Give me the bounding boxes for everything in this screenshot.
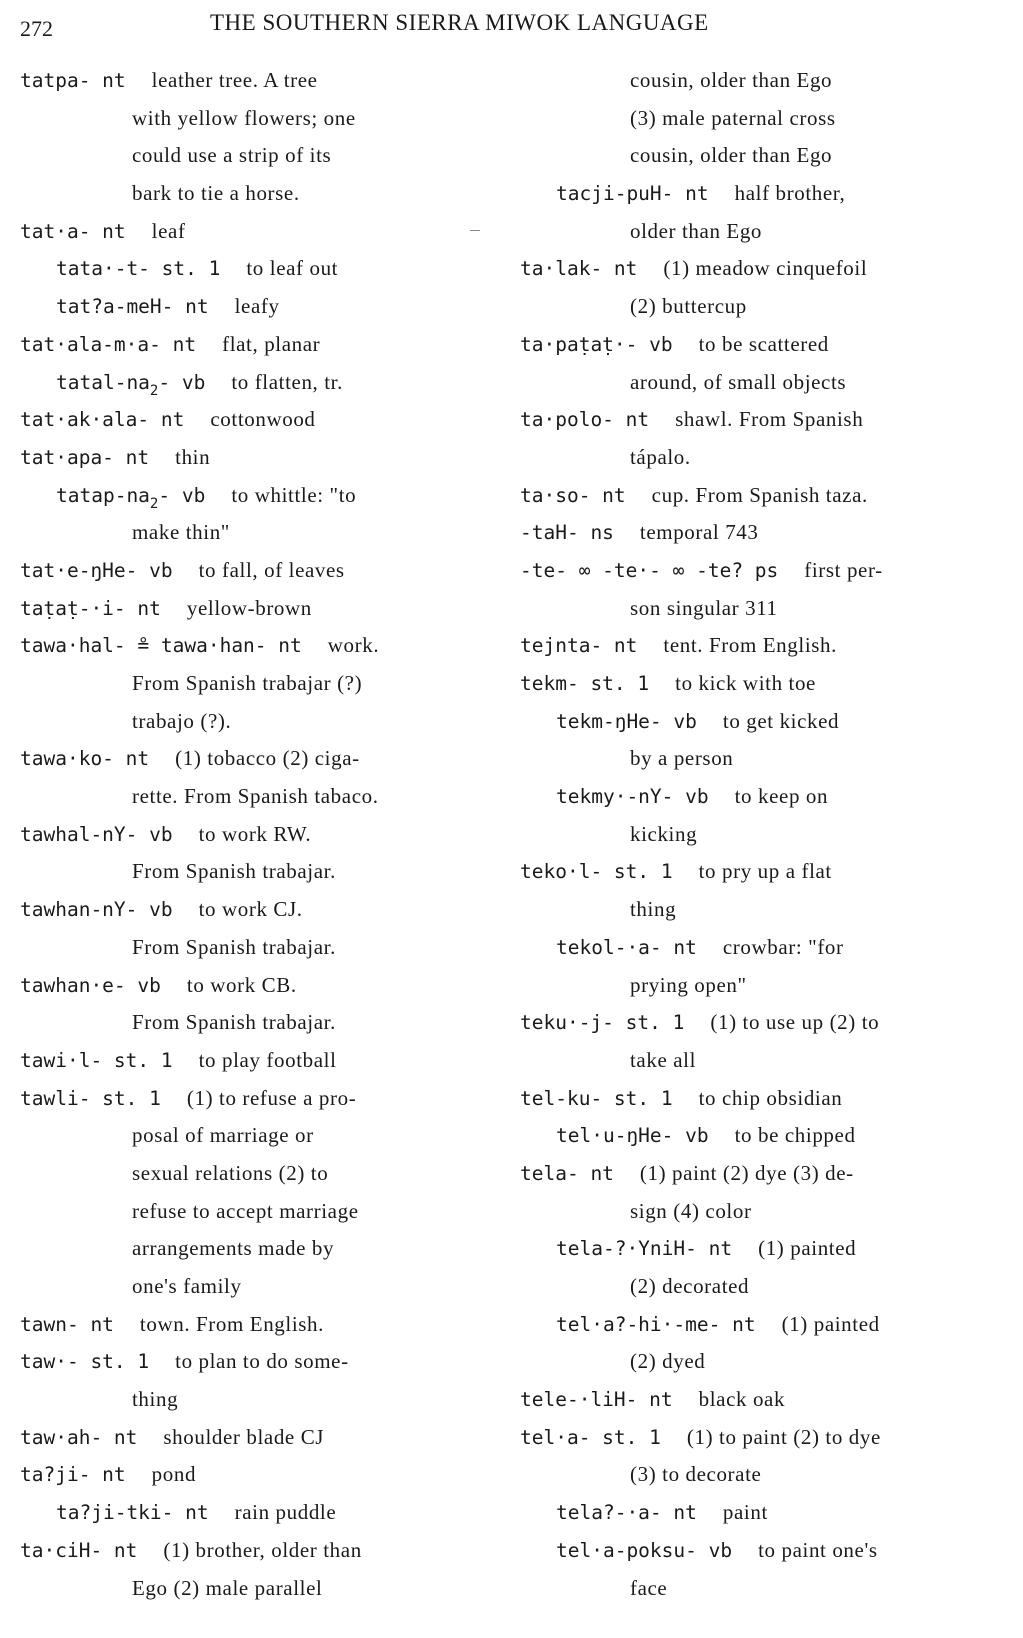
dictionary-line	[20, 552, 500, 590]
definition-text: half brother,	[734, 181, 846, 206]
dictionary-line	[20, 1268, 500, 1306]
dictionary-line	[20, 967, 500, 1005]
dictionary-line	[520, 1381, 1020, 1419]
subscript: 2	[149, 382, 159, 399]
headword: tawi·l- st. 1	[20, 1048, 173, 1072]
page-number: 272	[20, 16, 53, 41]
definition-text: From Spanish trabajar (?)	[132, 671, 363, 695]
definition-text: arrangements made by	[132, 1236, 335, 1261]
dictionary-line	[520, 1042, 1020, 1080]
definition-text: to plan to do some-	[175, 1349, 349, 1374]
headword: tela?-·a- nt	[556, 1501, 697, 1525]
dictionary-line	[520, 665, 1020, 703]
definition-text: sexual relations (2) to	[132, 1160, 329, 1185]
headword: ta?ji- nt	[20, 1463, 126, 1487]
headword: tawhan·e- vb	[20, 973, 161, 997]
dictionary-line	[20, 1494, 500, 1532]
definition-text: bark to tie a horse.	[132, 181, 300, 206]
dictionary-line	[20, 590, 500, 628]
dictionary-line	[520, 740, 1020, 778]
dictionary-line	[520, 1532, 1020, 1570]
dictionary-line	[20, 1155, 500, 1193]
definition-text: sign (4) color	[630, 1198, 752, 1223]
dictionary-line	[20, 1230, 500, 1268]
definition-text: to pry up a flat	[698, 859, 832, 884]
dictionary-line	[520, 1494, 1020, 1532]
headword: tat·e-ŋHe- vb	[20, 558, 173, 582]
definition-text: tent. From English.	[663, 633, 837, 658]
dictionary-line	[20, 1193, 500, 1231]
headword: tawli- st. 1	[20, 1086, 161, 1110]
subscript: 2	[149, 495, 159, 512]
definition-text: to keep on	[734, 784, 829, 809]
dictionary-line	[20, 627, 500, 665]
dictionary-line	[20, 100, 500, 138]
definition-text: (1) paint (2) dye (3) de-	[639, 1160, 854, 1185]
dictionary-line	[20, 213, 500, 251]
definition-text: make thin"	[132, 520, 230, 545]
dictionary-line	[520, 514, 1020, 552]
definition-text: cousin, older than Ego	[630, 143, 833, 168]
definition-text: to whittle: "to	[231, 482, 357, 507]
definition-text: cottonwood	[210, 407, 316, 432]
definition-text: (3) male paternal cross	[630, 105, 836, 130]
dictionary-line	[520, 175, 1020, 213]
dictionary-line	[20, 1042, 500, 1080]
definition-text: to be scattered	[698, 331, 829, 356]
definition-text: (2) buttercup	[630, 294, 747, 319]
dictionary-line	[20, 816, 500, 854]
dictionary-line	[20, 250, 500, 288]
dictionary-line	[20, 364, 500, 402]
definition-text: paint	[722, 1500, 768, 1525]
headword: ta·lak- nt	[520, 257, 638, 281]
dictionary-line	[20, 137, 500, 175]
headword: tat·ala-m·a- nt	[20, 332, 197, 356]
headword: tel-ku- st. 1	[520, 1086, 673, 1110]
headword: tekm- st. 1	[520, 672, 650, 695]
dictionary-line	[20, 514, 500, 552]
definition-text: son singular 311	[630, 595, 778, 620]
headword: teko·l- st. 1	[520, 860, 673, 884]
headword: tel·a?-hi·-me- nt	[556, 1312, 756, 1336]
definition-text: rain puddle	[234, 1500, 337, 1525]
definition-text: (1) meadow cinquefoil	[663, 256, 868, 281]
dictionary-line	[20, 703, 500, 741]
dictionary-line	[20, 740, 500, 778]
headword: ta?ji-tki- nt	[56, 1501, 209, 1525]
dictionary-line	[520, 1268, 1020, 1306]
definition-text: (1) brother, older than	[163, 1537, 362, 1562]
definition-text: shoulder blade CJ	[163, 1424, 325, 1449]
definition-text: (3) to decorate	[630, 1462, 762, 1487]
definition-text: one's family	[132, 1274, 242, 1298]
dictionary-line	[20, 1343, 500, 1381]
headword: tel·u-ŋHe- vb	[556, 1124, 709, 1148]
headword: tekol-·a- nt	[556, 935, 697, 959]
dictionary-line	[520, 1117, 1020, 1155]
definition-text: thing	[630, 897, 677, 922]
definition-text: prying open"	[630, 972, 747, 997]
dictionary-line	[20, 1117, 500, 1155]
headword: tela- nt	[520, 1161, 614, 1185]
definition-text: to leaf out	[246, 256, 339, 281]
definition-text: From Spanish trabajar.	[132, 934, 336, 959]
definition-text: From Spanish trabajar.	[132, 1010, 336, 1035]
dictionary-line	[520, 627, 1020, 665]
definition-text: to play football	[198, 1047, 337, 1072]
dictionary-line	[520, 439, 1020, 477]
headword: tel·a- st. 1	[520, 1425, 661, 1449]
definition-text: (2) dyed	[630, 1349, 706, 1374]
dictionary-line	[20, 1419, 500, 1457]
dictionary-line	[520, 1419, 1020, 1457]
left-column	[20, 62, 500, 1607]
definition-text: trabajo (?).	[132, 708, 232, 733]
page-header	[0, 6, 1023, 42]
definition-text: kicking	[630, 821, 698, 846]
definition-text: face	[630, 1575, 668, 1600]
definition-text: (1) tobacco (2) ciga-	[175, 746, 360, 771]
definition-text: (1) to paint (2) to dye	[686, 1424, 881, 1449]
dictionary-line	[520, 1230, 1020, 1268]
headword: ta·ciH- nt	[20, 1538, 138, 1562]
definition-text: to work RW.	[198, 821, 312, 846]
definition-text: shawl. From Spanish	[675, 407, 864, 432]
dictionary-line	[20, 62, 500, 100]
definition-text: Ego (2) male parallel	[132, 1575, 323, 1600]
definition-text: yellow-brown	[186, 595, 312, 620]
dictionary-line	[20, 439, 500, 477]
definition-text: to paint one's	[758, 1537, 878, 1562]
headword: tacji-puH- nt	[556, 182, 709, 206]
definition-text: From Spanish trabajar.	[132, 859, 336, 884]
dictionary-line	[520, 137, 1020, 175]
headword: ta·so- nt	[520, 483, 626, 507]
definition-text: temporal 743	[639, 520, 759, 545]
definition-text: thing	[132, 1387, 179, 1412]
dictionary-line	[520, 213, 1020, 251]
dictionary-line	[520, 364, 1020, 402]
dictionary-line	[520, 1306, 1020, 1344]
headword: tawhan-nY- vb	[20, 898, 173, 922]
dictionary-line	[520, 853, 1020, 891]
headword: ta·paṭaṭ·- vb	[520, 332, 673, 356]
headword: taw·- st. 1	[20, 1350, 150, 1374]
definition-text: around, of small objects	[630, 369, 847, 394]
dictionary-line	[520, 288, 1020, 326]
headword: tela-?·YniH- nt	[556, 1237, 733, 1261]
definition-text: to flatten, tr.	[231, 369, 343, 394]
dictionary-line	[520, 401, 1020, 439]
dictionary-line	[20, 1456, 500, 1494]
dictionary-line	[20, 1080, 500, 1118]
definition-text: with yellow flowers; one	[132, 105, 356, 130]
definition-text: older than Ego	[630, 218, 763, 243]
headword: tawn- nt	[20, 1312, 114, 1336]
definition-text: rette. From Spanish tabaco.	[132, 784, 379, 809]
definition-text: work.	[327, 633, 380, 658]
dictionary-line	[520, 1456, 1020, 1494]
definition-text: to chip obsidian	[698, 1085, 843, 1110]
headword: tawhal-nY- vb	[20, 822, 173, 846]
definition-text: tápalo.	[630, 444, 691, 469]
definition-text: (1) painted	[758, 1236, 857, 1261]
headword: tekm-ŋHe- vb	[556, 709, 697, 733]
dictionary-line	[20, 853, 500, 891]
headword: teku·-j- st. 1	[520, 1011, 685, 1035]
definition-text: first per-	[804, 557, 883, 582]
headword: tat·a- nt	[20, 219, 126, 243]
running-title: THE SOUTHERN SIERRA MIWOK LANGUAGE	[210, 10, 709, 35]
definition-text: to be chipped	[734, 1123, 856, 1148]
headword: tawa·ko- nt	[20, 747, 150, 771]
definition-text: leafy	[234, 294, 280, 319]
headword: taṭaṭ-·i- nt	[20, 596, 161, 620]
definition-text: thin	[175, 444, 211, 469]
headword: tat?a-meH- nt	[56, 295, 209, 319]
definition-text: to fall, of leaves	[198, 557, 345, 582]
headword: tatal-$na_2-$ vb	[56, 370, 206, 399]
dictionary-line	[20, 778, 500, 816]
dictionary-line	[520, 552, 1020, 590]
dictionary-line	[20, 401, 500, 439]
definition-text: (1) to refuse a pro-	[186, 1085, 357, 1110]
definition-text: posal of marriage or	[132, 1123, 314, 1148]
headword: taw·ah- nt	[20, 1425, 138, 1449]
dictionary-line	[520, 1155, 1020, 1193]
dictionary-line	[520, 100, 1020, 138]
dictionary-line	[20, 1532, 500, 1570]
dictionary-line	[520, 62, 1020, 100]
right-column	[520, 62, 1020, 1607]
definition-text: take all	[630, 1047, 697, 1072]
headword: tekmy·-nY- vb	[556, 785, 709, 809]
dictionary-line	[520, 1080, 1020, 1118]
headword: -te- ∞ -te·- ∞ -te? ps	[520, 558, 779, 582]
definition-text: to get kicked	[722, 708, 840, 733]
definition-text: leather tree. A tree	[151, 68, 318, 92]
definition-text: (1) painted	[781, 1311, 880, 1336]
dictionary-line	[520, 250, 1020, 288]
dictionary-line	[520, 326, 1020, 364]
headword: tat·ak·ala- nt	[20, 408, 185, 432]
definition-text: by a person	[630, 746, 734, 771]
headword: tata·-t- st. 1	[56, 257, 221, 281]
headword: tat·apa- nt	[20, 445, 150, 469]
definition-text: (1) to use up (2) to	[710, 1010, 880, 1035]
headword: tel·a-poksu- vb	[556, 1538, 733, 1562]
definition-text: could use a strip of its	[132, 143, 332, 168]
dictionary-line	[520, 590, 1020, 628]
headword: tatpa- nt	[20, 69, 126, 92]
dictionary-line	[20, 175, 500, 213]
headword: tawa·hal- ≗ tawa·han- nt	[20, 634, 302, 658]
dictionary-line	[520, 1193, 1020, 1231]
dictionary-line	[520, 967, 1020, 1005]
dictionary-line	[20, 1381, 500, 1419]
definition-text: flat, planar	[222, 331, 321, 356]
definition-text: to work CJ.	[198, 897, 303, 922]
headword: tejnta- nt	[520, 634, 638, 658]
dictionary-line	[20, 1004, 500, 1042]
dictionary-line	[520, 1570, 1020, 1608]
definition-text: cup. From Spanish taza.	[651, 482, 868, 507]
definition-text: pond	[151, 1462, 197, 1487]
dictionary-line	[520, 703, 1020, 741]
headword: tatap-$na_2-$ vb	[56, 483, 206, 512]
definition-text: to work CB.	[186, 972, 297, 997]
dictionary-line	[520, 778, 1020, 816]
dictionary-line	[20, 477, 500, 515]
dictionary-line	[520, 929, 1020, 967]
dictionary-line	[20, 1570, 500, 1608]
definition-text: to kick with toe	[675, 671, 816, 695]
definition-text: (2) decorated	[630, 1274, 750, 1298]
dictionary-line	[520, 477, 1020, 515]
dictionary-line	[20, 326, 500, 364]
definition-text: cousin, older than Ego	[630, 68, 833, 92]
dictionary-line	[20, 929, 500, 967]
dictionary-line	[520, 816, 1020, 854]
dictionary-line	[20, 1306, 500, 1344]
definition-text: refuse to accept marriage	[132, 1198, 359, 1223]
definition-text: black oak	[698, 1387, 786, 1412]
dictionary-line	[520, 1004, 1020, 1042]
definition-text: leaf	[151, 218, 186, 243]
dictionary-line	[20, 288, 500, 326]
dictionary-line	[520, 891, 1020, 929]
dictionary-line	[20, 665, 500, 703]
dictionary-line	[520, 1343, 1020, 1381]
definition-text: town. From English.	[139, 1311, 324, 1336]
headword: tele-·liH- nt	[520, 1388, 673, 1412]
definition-text: crowbar: "for	[722, 934, 844, 959]
headword: -taH- ns	[520, 521, 614, 545]
dictionary-line	[20, 891, 500, 929]
headword: ta·polo- nt	[520, 408, 650, 432]
